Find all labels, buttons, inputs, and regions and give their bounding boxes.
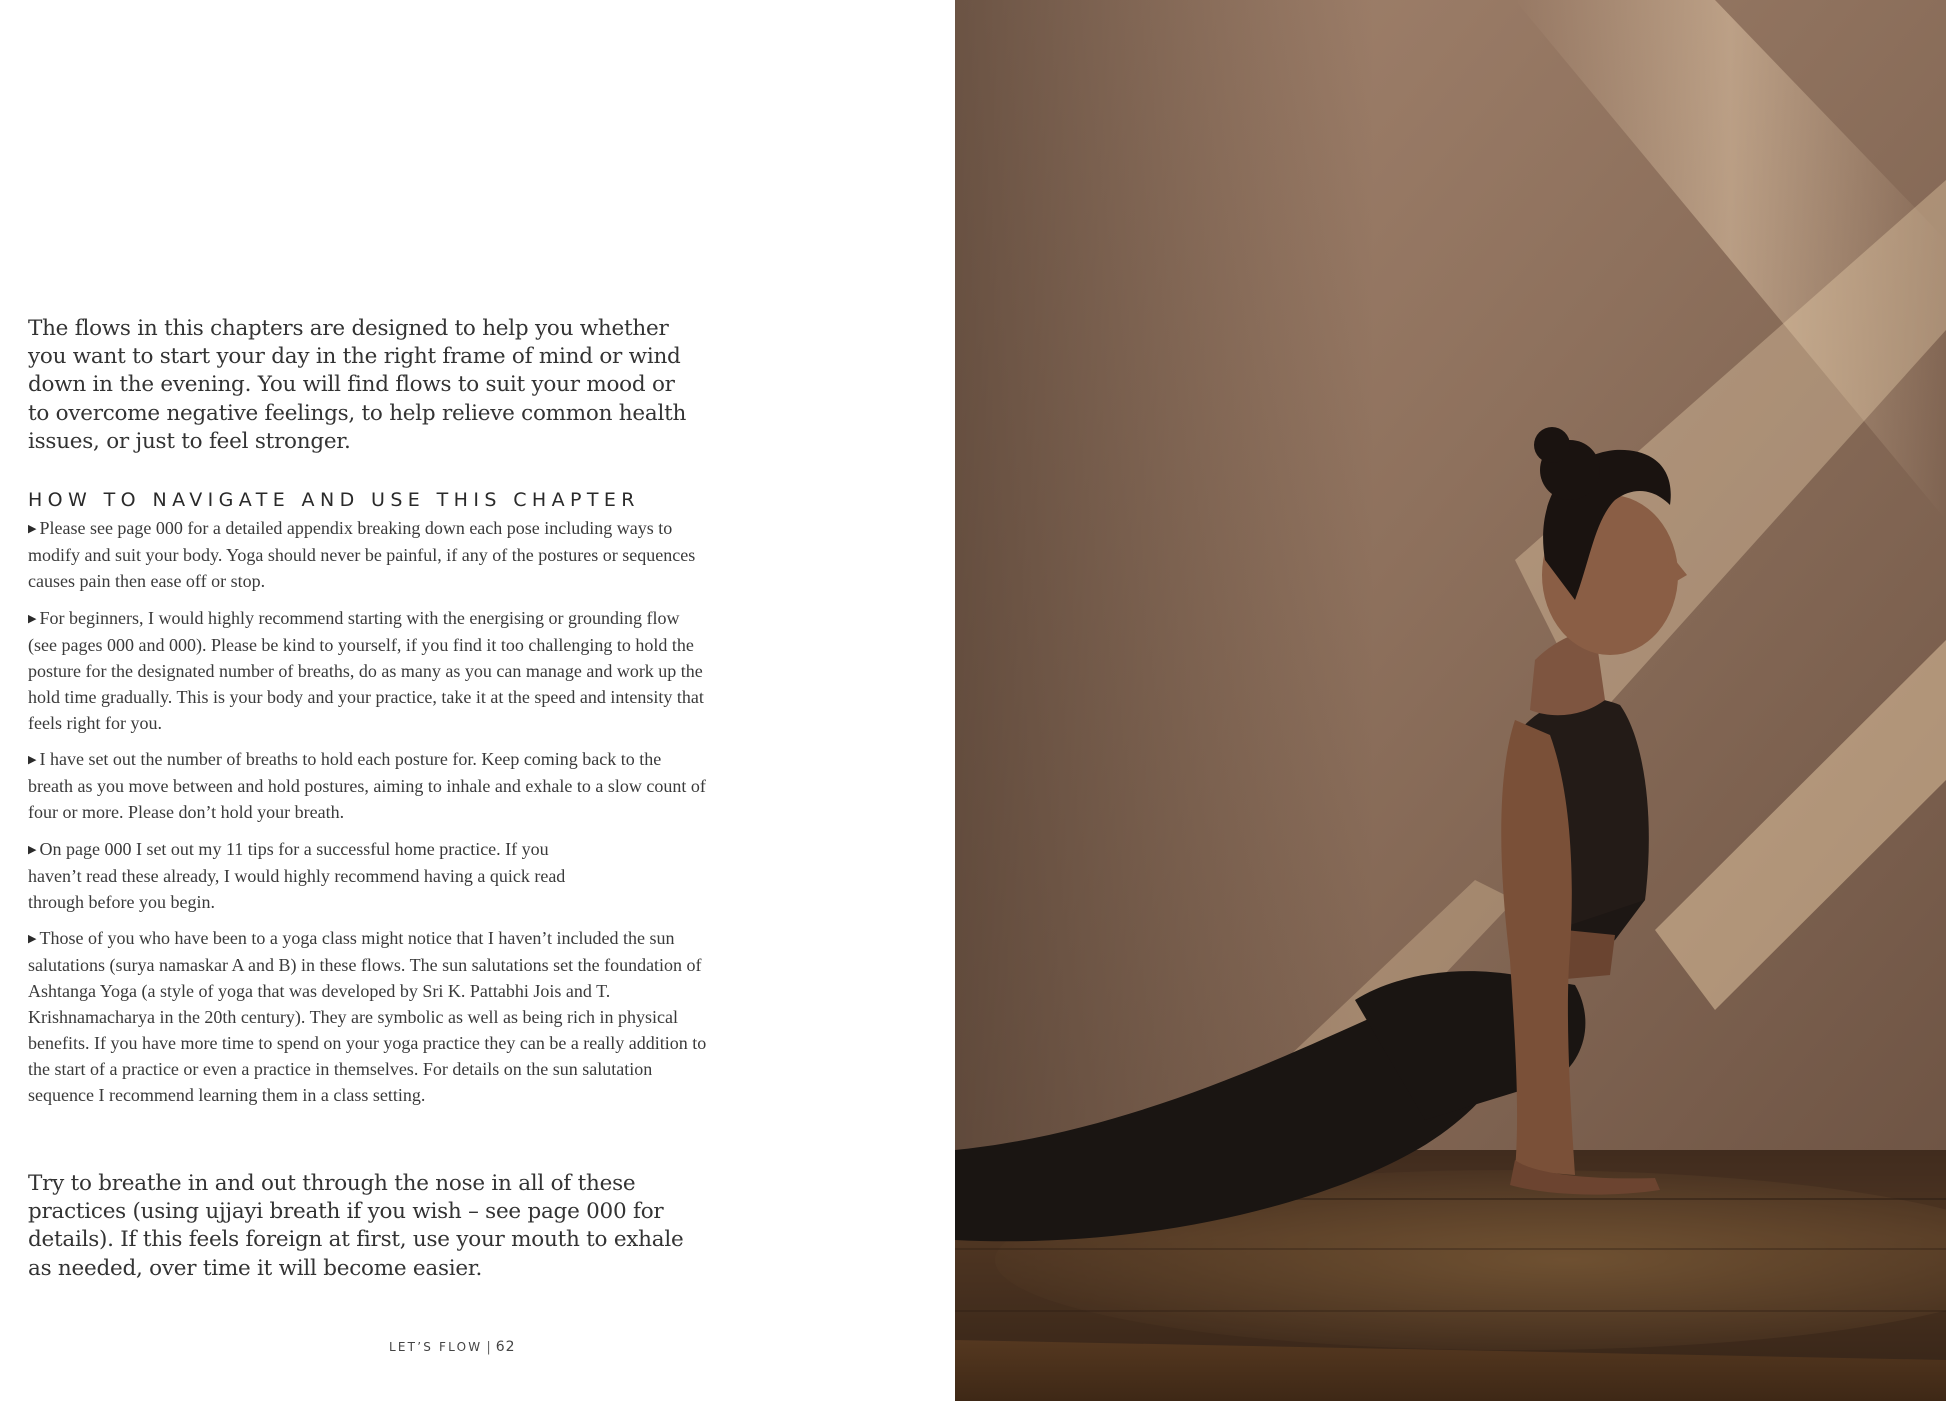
page-footer — [389, 1339, 516, 1355]
bullet-text: Please see page 000 for a detailed appendix breaking down each pose including ways to modify and suit your body. Yoga should never be painful, if any of the postures or sequences causes pain then ease off or stop. — [28, 518, 696, 591]
triangle-bullet-icon: ▶ — [28, 523, 37, 535]
yoga-photo — [955, 0, 1946, 1401]
wall-shadow — [955, 0, 1375, 1190]
list-item — [28, 925, 708, 1108]
bullet-text: For beginners, I would highly recommend starting with the energising or grounding flow (see pages 000 and 000). Please be kind to yourself, if you find it too challenging to hold the posture for the designated number of breaths, do as many as you can manage and work up the hold time gradually. This is your body and your practice, take it at the speed and intensity that feels right for you. — [28, 607, 704, 733]
triangle-bullet-icon: ▶ — [28, 612, 37, 625]
bullet-text: On page 000 I set out my 11 tips for a successful home practice. If you haven’t read these already, I would highly recommend having a quick read through before you begin. — [28, 838, 566, 912]
running-footer-label: LET’S FLOW — [389, 1340, 483, 1354]
list-item — [28, 746, 708, 825]
bullet-text: I have set out the number of breaths to hold each posture for. Keep coming back to the breath as you move between and hold postures, aiming to inhale and exhale to a slow count of four or more. Please don’t hold your breath. — [28, 749, 706, 822]
list-item — [28, 836, 588, 915]
triangle-bullet-icon: ▶ — [28, 933, 37, 945]
list-item — [28, 515, 708, 594]
section-heading: HOW TO NAVIGATE AND USE THIS CHAPTER — [28, 489, 640, 511]
text-page — [0, 0, 955, 1401]
list-item — [28, 605, 708, 736]
triangle-bullet-icon: ▶ — [28, 754, 37, 766]
page-number: 62 — [495, 1339, 516, 1355]
bullet-text: Those of you who have been to a yoga class might notice that I haven’t included the sun salutations (surya namaskar A and B) in these flows. The sun salutations set the foundation of Ashtanga Yoga (a style of yoga that was developed by Sri K. Pattabhi Jois and T. Krishnamacharya in the 20th century). They are symbolic as well as being rich in physical benefits. If you have more time to spend on your yoga practice they can be a really addition to the start of a practice or even a practice in themselves. For details on the sun salutation sequence I recommend learning them in a class setting. — [28, 928, 707, 1105]
hair-bun — [1534, 427, 1570, 463]
bullet-list — [28, 515, 708, 1119]
closing-paragraph: Try to breathe in and out through the nose in all of these practices (using ujjayi breath if you wish – see page 000 for details). If this feels foreign at first, use your mouth to exhale as needed, over time it will become easier. — [28, 1171, 684, 1281]
intro-paragraph: The flows in this chapters are designed to help you whether you want to start your day in the right frame of mind or wind down in the evening. You will find flows to suit your mood or to overcome negative feelings, to help relieve common health issues, or just to feel stronger. — [28, 316, 687, 454]
triangle-bullet-icon: ▶ — [28, 843, 37, 856]
yoga-photo-illustration — [955, 0, 1946, 1401]
footer-separator: | — [486, 1340, 491, 1355]
